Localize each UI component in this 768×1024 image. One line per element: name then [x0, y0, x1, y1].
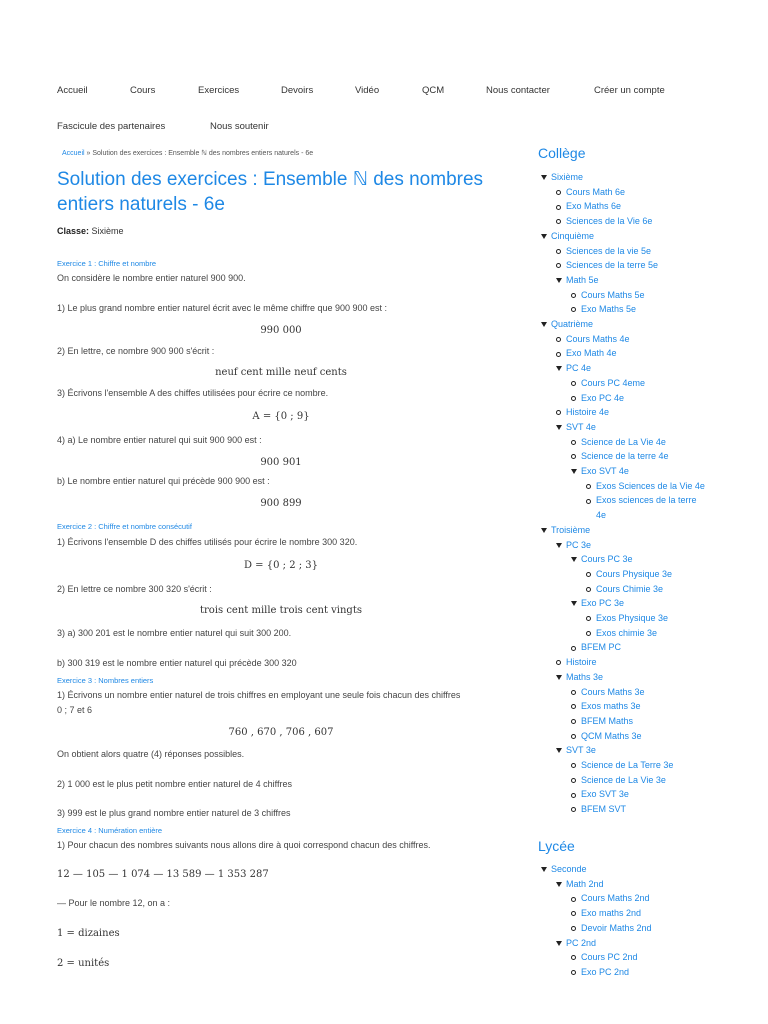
ex2-q3a: 3) a) 300 201 est le nombre entier naturel qui suit 300 200. [57, 628, 292, 638]
expand-triangle-icon[interactable] [541, 528, 547, 533]
college-item[interactable] [571, 378, 645, 388]
ex2-a1: D = {0 ; 2 ; 3} [243, 560, 319, 571]
bullet-circle-icon [571, 293, 576, 298]
ex3-a1: 760 , 670 , 706 , 607 [228, 727, 334, 738]
bullet-circle-icon [571, 970, 576, 975]
college-item[interactable] [571, 775, 666, 785]
ex2-a2: trois cent mille trois cent vingts [200, 605, 362, 616]
class-label: Classe: [57, 226, 90, 236]
nav-contact[interactable]: Nous contacter [486, 85, 550, 96]
ex1-a1: 990 000 [260, 325, 302, 336]
college-item[interactable] [586, 584, 663, 594]
nav-partners[interactable]: Fascicule des partenaires [57, 121, 166, 132]
expand-triangle-icon[interactable] [556, 748, 562, 753]
bullet-circle-icon [556, 205, 561, 210]
ex3-q1: 1) Écrivons un nombre entier naturel de trois chiffres en employant une seule fois chacun des chiffres [57, 690, 461, 700]
menu-link-label[interactable]: SVT 3e [566, 745, 596, 756]
menu-link-label[interactable]: BFEM PC [581, 642, 622, 653]
bullet-circle-icon [556, 660, 561, 665]
exercise-1-heading: Exercice 1 : Chiffre et nombre [57, 259, 157, 268]
menu-link-label[interactable]: Troisième [551, 524, 591, 535]
lycee-item[interactable] [571, 967, 629, 977]
college-item[interactable] [556, 422, 596, 432]
menu-link-label[interactable]: Cours Maths 4e [566, 333, 630, 344]
lycee-item[interactable] [556, 879, 604, 889]
college-item[interactable] [556, 246, 651, 256]
expand-triangle-icon[interactable] [571, 557, 577, 562]
bullet-circle-icon [586, 572, 591, 577]
sidebar-lycee-title: Lycée [538, 838, 575, 854]
college-item[interactable] [556, 275, 599, 285]
ex1-q2: 2) En lettre, ce nombre 900 900 s'écrit : [57, 346, 215, 356]
ex3-q3: 3) 999 est le plus grand nombre entier naturel de 3 chiffres [57, 808, 291, 818]
bullet-circle-icon [586, 587, 591, 592]
bullet-circle-icon [571, 307, 576, 312]
college-item[interactable] [556, 745, 596, 755]
class-info [57, 226, 124, 236]
college-item[interactable] [571, 642, 621, 652]
menu-link-label[interactable]: QCM Maths 3e [581, 730, 642, 741]
menu-link-label[interactable]: Science de La Vie 4e [581, 436, 666, 447]
menu-link-label[interactable]: Science de La Terre 3e [581, 760, 674, 770]
bullet-circle-icon [571, 440, 576, 445]
ex1-a3: A = {0 ; 9} [252, 411, 310, 422]
college-item[interactable] [556, 672, 603, 682]
college-item[interactable] [571, 701, 641, 711]
menu-link-label[interactable]: Exo Maths 6e [566, 201, 622, 212]
expand-triangle-icon[interactable] [541, 234, 547, 239]
college-item[interactable] [571, 437, 666, 447]
expand-triangle-icon[interactable] [571, 601, 577, 606]
breadcrumb [62, 149, 313, 157]
ex1-q1: 1) Le plus grand nombre entier naturel écrit avec le même chiffre que 900 900 est : [57, 303, 388, 313]
ex2-q2: 2) En lettre ce nombre 300 320 s'écrit : [57, 584, 212, 594]
expand-triangle-icon[interactable] [556, 543, 562, 548]
ex1-q4b: b) Le nombre entier naturel qui précède 900 900 est : [57, 476, 270, 486]
college-item[interactable] [556, 540, 591, 550]
ex1-q4a: 4) a) Le nombre entier naturel qui suit 900 900 est : [57, 435, 262, 445]
expand-triangle-icon[interactable] [541, 322, 547, 327]
menu-link-label[interactable]: Exos Sciences de la Vie 4e [596, 480, 705, 491]
expand-triangle-icon[interactable] [556, 278, 562, 283]
ex1-a4b: 900 899 [260, 498, 302, 509]
college-item[interactable] [571, 451, 669, 461]
menu-link-label[interactable]: SVT 4e [566, 421, 596, 432]
menu-link-label[interactable]: Cours PC 4eme [581, 377, 646, 388]
bullet-circle-icon [571, 763, 576, 768]
breadcrumb-current: » Solution des exercices : Ensemble ℕ des nombres entiers naturels - 6e [84, 150, 314, 157]
exercise-2-heading: Exercice 2 : Chiffre et nombre consécutif [57, 522, 192, 531]
college-item[interactable] [556, 657, 597, 667]
menu-link-label[interactable]: Cours Physique 3e [596, 568, 673, 579]
ex4-tens: 1 = dizaines [57, 928, 120, 939]
menu-link-label[interactable]: Cours PC 2nd [581, 952, 638, 963]
bullet-circle-icon [556, 410, 561, 415]
college-item[interactable] [571, 598, 624, 608]
bullet-circle-icon [571, 807, 576, 812]
menu-link-label[interactable]: Cinquième [551, 230, 595, 241]
expand-triangle-icon[interactable] [571, 469, 577, 474]
ex4-q1: 1) Pour chacun des nombres suivants nous allons dire à quoi correspond chacun des chiffres. [57, 840, 431, 850]
college-item[interactable] [556, 334, 630, 344]
ex4-numbers: 12 — 105 — 1 074 — 13 589 — 1 353 287 [57, 869, 269, 880]
nav-qcm[interactable]: QCM [422, 85, 445, 96]
exercise-3-heading: Exercice 3 : Nombres entiers [57, 676, 154, 685]
college-item[interactable] [541, 231, 594, 241]
menu-link-label[interactable]: BFEM SVT [581, 804, 627, 815]
menu-link-label[interactable]: Maths 3e [566, 671, 604, 682]
bullet-circle-icon [556, 352, 561, 357]
college-item[interactable] [571, 731, 642, 741]
expand-triangle-icon[interactable] [556, 941, 562, 946]
bullet-circle-icon [556, 219, 561, 224]
college-item[interactable] [571, 804, 626, 814]
college-item[interactable] [556, 187, 625, 197]
ex1-a4a: 900 901 [260, 457, 302, 468]
ex3-q2: 2) 1 000 est le plus petit nombre entier naturel de 4 chiffres [57, 779, 292, 789]
bullet-circle-icon [556, 337, 561, 342]
college-item[interactable] [586, 510, 606, 520]
bullet-circle-icon [586, 499, 591, 504]
menu-link-label[interactable]: Science de la terre 4e [581, 451, 669, 462]
college-item[interactable] [556, 216, 652, 226]
ex2-q3b: b) 300 319 est le nombre entier naturel qui précède 300 320 [57, 658, 297, 668]
menu-link-label[interactable]: Cours Chimie 3e [596, 583, 664, 594]
menu-link-label[interactable]: Sciences de la Vie 6e [566, 216, 653, 227]
ex1-a2: neuf cent mille neuf cents [215, 367, 347, 378]
college-item[interactable] [571, 393, 624, 403]
nav-exercices[interactable]: Exercices [198, 85, 240, 96]
college-item[interactable] [571, 716, 633, 726]
bullet-circle-icon [571, 955, 576, 960]
college-item[interactable] [586, 613, 668, 623]
bullet-circle-icon [571, 911, 576, 916]
menu-link-label[interactable]: Devoir Maths 2nd [581, 922, 652, 933]
nav-create-account[interactable]: Créer un compte [594, 85, 665, 96]
nav-accueil[interactable]: Accueil [57, 85, 88, 96]
college-item[interactable] [556, 201, 621, 211]
menu-link-label[interactable]: Cours Math 6e [566, 186, 626, 197]
bullet-circle-icon [571, 454, 576, 459]
college-item[interactable] [541, 172, 583, 182]
college-item[interactable] [556, 348, 617, 358]
bullet-circle-icon [571, 926, 576, 931]
bullet-circle-icon [556, 263, 561, 268]
expand-triangle-icon[interactable] [541, 867, 547, 872]
menu-link-label[interactable]: Exos Physique 3e [596, 613, 669, 623]
menu-link-label[interactable]: Exos sciences de la terre [596, 495, 697, 506]
ex3-q1-digits: 0 ; 7 et 6 [57, 705, 93, 715]
lycee-item[interactable] [571, 952, 638, 962]
bullet-circle-icon [586, 616, 591, 621]
bullet-circle-icon [571, 897, 576, 902]
college-item[interactable] [556, 260, 658, 270]
menu-link-label[interactable]: PC 2nd [566, 937, 597, 948]
lycee-item[interactable] [571, 923, 652, 933]
menu-link-label[interactable]: Cours PC 3e [581, 554, 633, 565]
menu-link-label[interactable]: Quatrième [551, 319, 594, 329]
menu-link-label[interactable]: Exos maths 3e [581, 701, 641, 712]
ex4-units: 2 = unités [57, 958, 110, 969]
expand-triangle-icon[interactable] [541, 175, 547, 180]
college-item[interactable] [586, 481, 705, 491]
class-value: Sixième [89, 226, 124, 236]
college-item[interactable] [571, 760, 673, 770]
menu-link-label[interactable]: Exos chimie 3e [596, 627, 658, 638]
menu-link-label[interactable]: BFEM Maths [581, 715, 634, 726]
menu-link-label[interactable]: Exo PC 2nd [581, 966, 630, 977]
lycee-item[interactable] [556, 938, 596, 948]
bullet-circle-icon [571, 690, 576, 695]
college-item[interactable] [556, 363, 591, 373]
bullet-circle-icon [586, 631, 591, 636]
menu-link-label[interactable]: Sixième [551, 172, 584, 182]
college-item[interactable] [586, 495, 697, 505]
menu-link-label[interactable]: Exo SVT 3e [581, 789, 629, 800]
menu-link-label[interactable]: Math 5e [566, 274, 599, 285]
expand-triangle-icon[interactable] [556, 366, 562, 371]
ex3-note: On obtient alors quatre (4) réponses possibles. [57, 749, 245, 759]
menu-link-label[interactable]: PC 4e [566, 363, 592, 374]
menu-link-label[interactable]: Science de La Vie 3e [581, 774, 666, 785]
menu-link-label[interactable]: Sciences de la vie 5e [566, 245, 652, 256]
menu-link-label[interactable]: Cours Maths 2nd [581, 893, 650, 904]
bullet-circle-icon [571, 793, 576, 798]
nav-support[interactable]: Nous soutenir [210, 121, 269, 132]
menu-link-label[interactable]: PC 3e [566, 539, 592, 550]
bullet-circle-icon [571, 396, 576, 401]
college-item[interactable] [586, 569, 672, 579]
nav-video[interactable]: Vidéo [355, 85, 380, 96]
menu-link-label[interactable]: Histoire 4e [566, 407, 610, 418]
menu-link-label[interactable]: Exo maths 2nd [581, 908, 642, 919]
college-item[interactable] [571, 304, 636, 314]
menu-link-label[interactable]: Exo Math 4e [566, 348, 617, 359]
college-item[interactable] [556, 407, 609, 417]
sidebar-college-title: Collège [538, 145, 586, 161]
menu-link-label[interactable]: Exo PC 4e [581, 392, 625, 403]
bullet-circle-icon [586, 484, 591, 489]
page-title: Solution des exercices : Ensemble ℕ des nombres entiers naturels - 6e [57, 169, 484, 215]
menu-link-label[interactable]: Exo Maths 5e [581, 304, 637, 315]
bullet-circle-icon [571, 704, 576, 709]
college-item[interactable] [571, 290, 645, 300]
college-item[interactable] [571, 554, 633, 564]
bullet-circle-icon [571, 734, 576, 739]
menu-link-label[interactable]: Math 2nd [566, 878, 604, 889]
college-item[interactable] [541, 525, 590, 535]
menu-link-label[interactable]: 4e [596, 510, 607, 521]
college-item[interactable] [541, 319, 593, 329]
college-item[interactable] [571, 466, 629, 476]
menu-link-label[interactable]: Cours Maths 5e [581, 289, 645, 300]
lycee-item[interactable] [571, 893, 650, 903]
expand-triangle-icon[interactable] [556, 882, 562, 887]
menu-link-label[interactable]: Histoire [566, 657, 597, 668]
bullet-circle-icon [571, 778, 576, 783]
menu-link-label[interactable]: Seconde [551, 864, 587, 874]
college-item[interactable] [571, 687, 645, 697]
nav-cours[interactable]: Cours [130, 85, 156, 96]
lycee-item[interactable] [541, 864, 587, 874]
exercise-4-heading: Exercice 4 : Numération entière [57, 826, 163, 835]
menu-link-label[interactable]: Cours Maths 3e [581, 686, 645, 697]
bullet-circle-icon [571, 646, 576, 651]
ex4-case-12: — Pour le nombre 12, on a : [57, 898, 171, 908]
bullet-circle-icon [571, 719, 576, 724]
lycee-item[interactable] [571, 908, 641, 918]
ex1-q3: 3) Écrivons l'ensemble A des chiffes utilisées pour écrire ce nombre. [57, 388, 329, 398]
nav-devoirs[interactable]: Devoirs [281, 85, 314, 96]
ex1-statement: On considère le nombre entier naturel 900 900. [57, 273, 246, 283]
bullet-circle-icon [556, 190, 561, 195]
breadcrumb-home-link[interactable]: Accueil [62, 150, 85, 157]
menu-link-label[interactable]: Sciences de la terre 5e [566, 260, 659, 271]
expand-triangle-icon[interactable] [556, 425, 562, 430]
ex2-q1: 1) Écrivons l'ensemble D des chiffes utilisés pour écrire le nombre 300 320. [57, 537, 358, 547]
bullet-circle-icon [556, 249, 561, 254]
menu-link-label[interactable]: Exo SVT 4e [581, 466, 629, 476]
expand-triangle-icon[interactable] [556, 675, 562, 680]
college-item[interactable] [571, 789, 629, 799]
menu-link-label[interactable]: Exo PC 3e [581, 598, 625, 609]
college-item[interactable] [586, 628, 657, 638]
bullet-circle-icon [571, 381, 576, 386]
